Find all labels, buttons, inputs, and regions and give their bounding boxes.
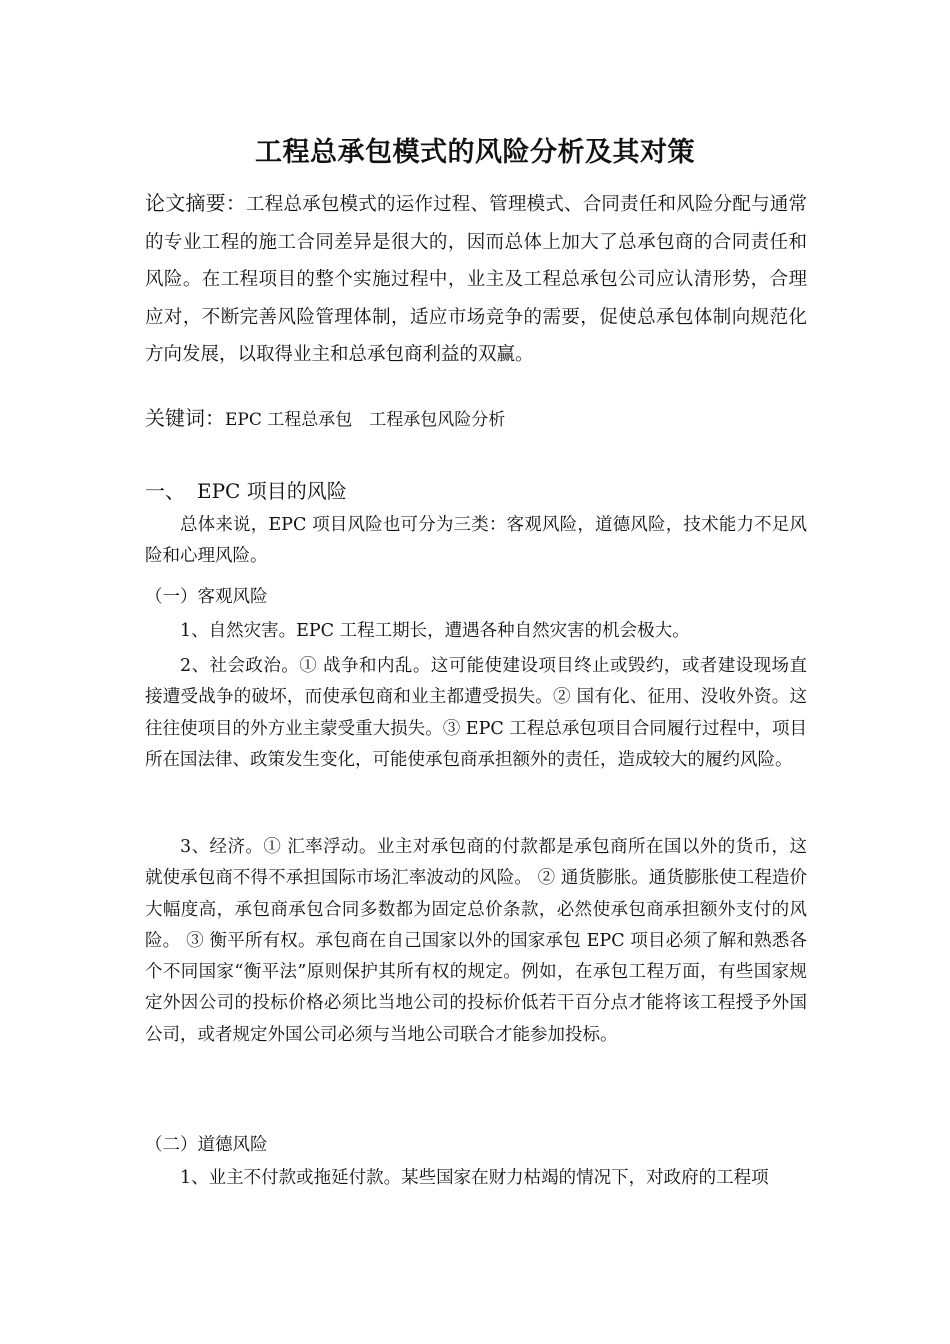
section-heading-text: EPC 项目的风险 [197, 479, 347, 503]
document-title: 工程总承包模式的风险分析及其对策 [255, 137, 695, 168]
abstract-label: 论文摘要： [145, 191, 247, 215]
section-heading [145, 474, 347, 508]
abstract-text: 工程总承包模式的运作过程、管理模式、合同责任和风险分配与通常的专业工程的施工合同差异是很大的，因而总体上加大了总承包商的合同责任和风险。在工程项目的整个实施过程中，业主及工程总承包公司应认清形势，合理应对，不断完善风险管理体制，适应市场竞争的需要，促使总承包体制向规范化方向发展，以取得业主和总承包商利益的双赢。 [145, 194, 807, 365]
section-intro-paragraph: 总体来说，EPC 项目风险也可分为三类：客观风险，道德风险，技术能力不足风险和心理风险。 [145, 515, 807, 567]
subsection-heading-objective-risk: （一）客观风险 [145, 587, 268, 607]
subsection-heading-moral-risk: （二）道德风险 [145, 1135, 268, 1155]
paragraph-owner-nonpayment: 1、业主不付款或拖延付款。某些国家在财力枯竭的情况下，对政府的工程项 [180, 1168, 769, 1188]
abstract-paragraph [145, 185, 807, 374]
keywords-label: 关键词： [145, 406, 225, 430]
section-number: 一、 [145, 479, 185, 503]
paragraph-social-political: 2、社会政治。① 战争和内乱。这可能使建设项目终止或毁约，或者建设现场直接遭受战争的破坏，而使承包商和业主都遭受损失。② 国有化、征用、没收外资。这往往使项目的外方业主蒙受重大损失。③ EPC 工程总承包项目合同履行过程中，项目所在国法律、政策发生变化，可能使承包商承担额外的责任，造成较大的履约风险。 [145, 656, 807, 770]
keywords-line [145, 400, 505, 438]
paragraph-natural-disaster: 1、自然灾害。EPC 工程工期长，遭遇各种自然灾害的机会极大。 [180, 621, 690, 641]
paragraph-economic: 3、经济。① 汇率浮动。业主对承包商的付款都是承包商所在国以外的货币，这就使承包商不得不承担国际市场汇率波动的风险。 ② 通货膨胀。通货膨胀使工程造价大幅度高，承包商承包合同多数都为固定总价条款，必然使承包商承担额外支付的风险。 ③ 衡平所有权。承包商在自己国家以外的国家承包 EPC 项目必须了解和熟悉各个不同国家“衡平法”原则保护其所有权的规定。例如，在承包工程万面，有些国家规定外因公司的投标价格必须比当地公司的投标价低若干百分点才能将该工程授予外国公司，或者规定外国公司必须与当地公司联合才能参加投标。 [145, 837, 807, 1045]
keywords-text: EPC 工程总承包 工程承包风险分析 [225, 410, 506, 430]
